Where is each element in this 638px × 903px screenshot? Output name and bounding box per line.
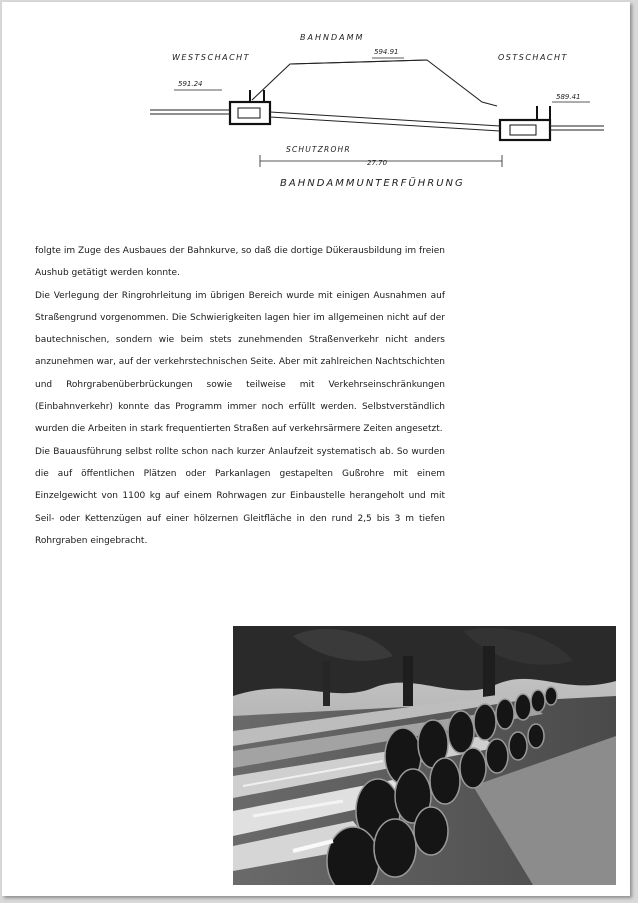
document-page <box>2 2 630 896</box>
drawing-level-top: 594.91 <box>374 48 399 56</box>
drawing-dimension: 27.70 <box>367 159 388 167</box>
drawing-label-embankment: BAHNDAMM <box>300 33 365 42</box>
drawing-level-west: 591.24 <box>178 80 203 88</box>
railway-embankment-drawing <box>142 22 622 202</box>
drawing-label-west-shaft: WESTSCHACHT <box>172 53 251 62</box>
drawing-caption: BAHNDAMMUNTERFÜHRUNG <box>280 178 465 189</box>
body-text <box>35 240 445 552</box>
paragraph: Die Verlegung der Ringrohrleitung im übrigen Bereich wurde mit einigen Ausnahmen auf Straßengrund vorgenommen. Die Schwierigkeiten lagen hier im allgemeinen nicht auf der bautechnischen, sondern wie beim stets zunehmenden Straßenverkehr nicht anders anzunehmen war, auf der verkehrstechnischen Seite. Aber mit zahlreichen Nachtschichten und Rohrgrabenüberbrückungen sowie teilweise mit Verkehrseinschränkungen (Einbahnverkehr) konnte das Programm immer noch erfüllt werden. Selbstverständlich wurden die Arbeiten in stark frequentierten Straßen auf verkehrsärmere Zeiten angesetzt. <box>35 290 445 435</box>
pipes-photograph <box>233 626 616 885</box>
drawing-level-east: 589.41 <box>556 93 581 101</box>
drawing-label-east-shaft: OSTSCHACHT <box>498 53 568 62</box>
paragraph: folgte im Zuge des Ausbaues der Bahnkurve, so daß die dortige Dükerausbildung im freien Aushub getätigt werden konnte. <box>35 246 445 279</box>
paragraph: Die Bauausführung selbst rollte schon nach kurzer Anlaufzeit systematisch ab. So wurden die auf öffentlichen Plätzen oder Parkanlagen gestapelten Gußrohre mit einem Einzelgewicht von 1100 kg auf einem Rohrwagen zur Einbaustelle herangeholt und mit Seil- oder Kettenzügen auf einer hölzernen Gleitfläche in den rund 2,5 bis 3 m tiefen Rohrgraben eingebracht. <box>35 446 445 546</box>
drawing-label-protective-tube: SCHUTZROHR <box>286 145 351 154</box>
